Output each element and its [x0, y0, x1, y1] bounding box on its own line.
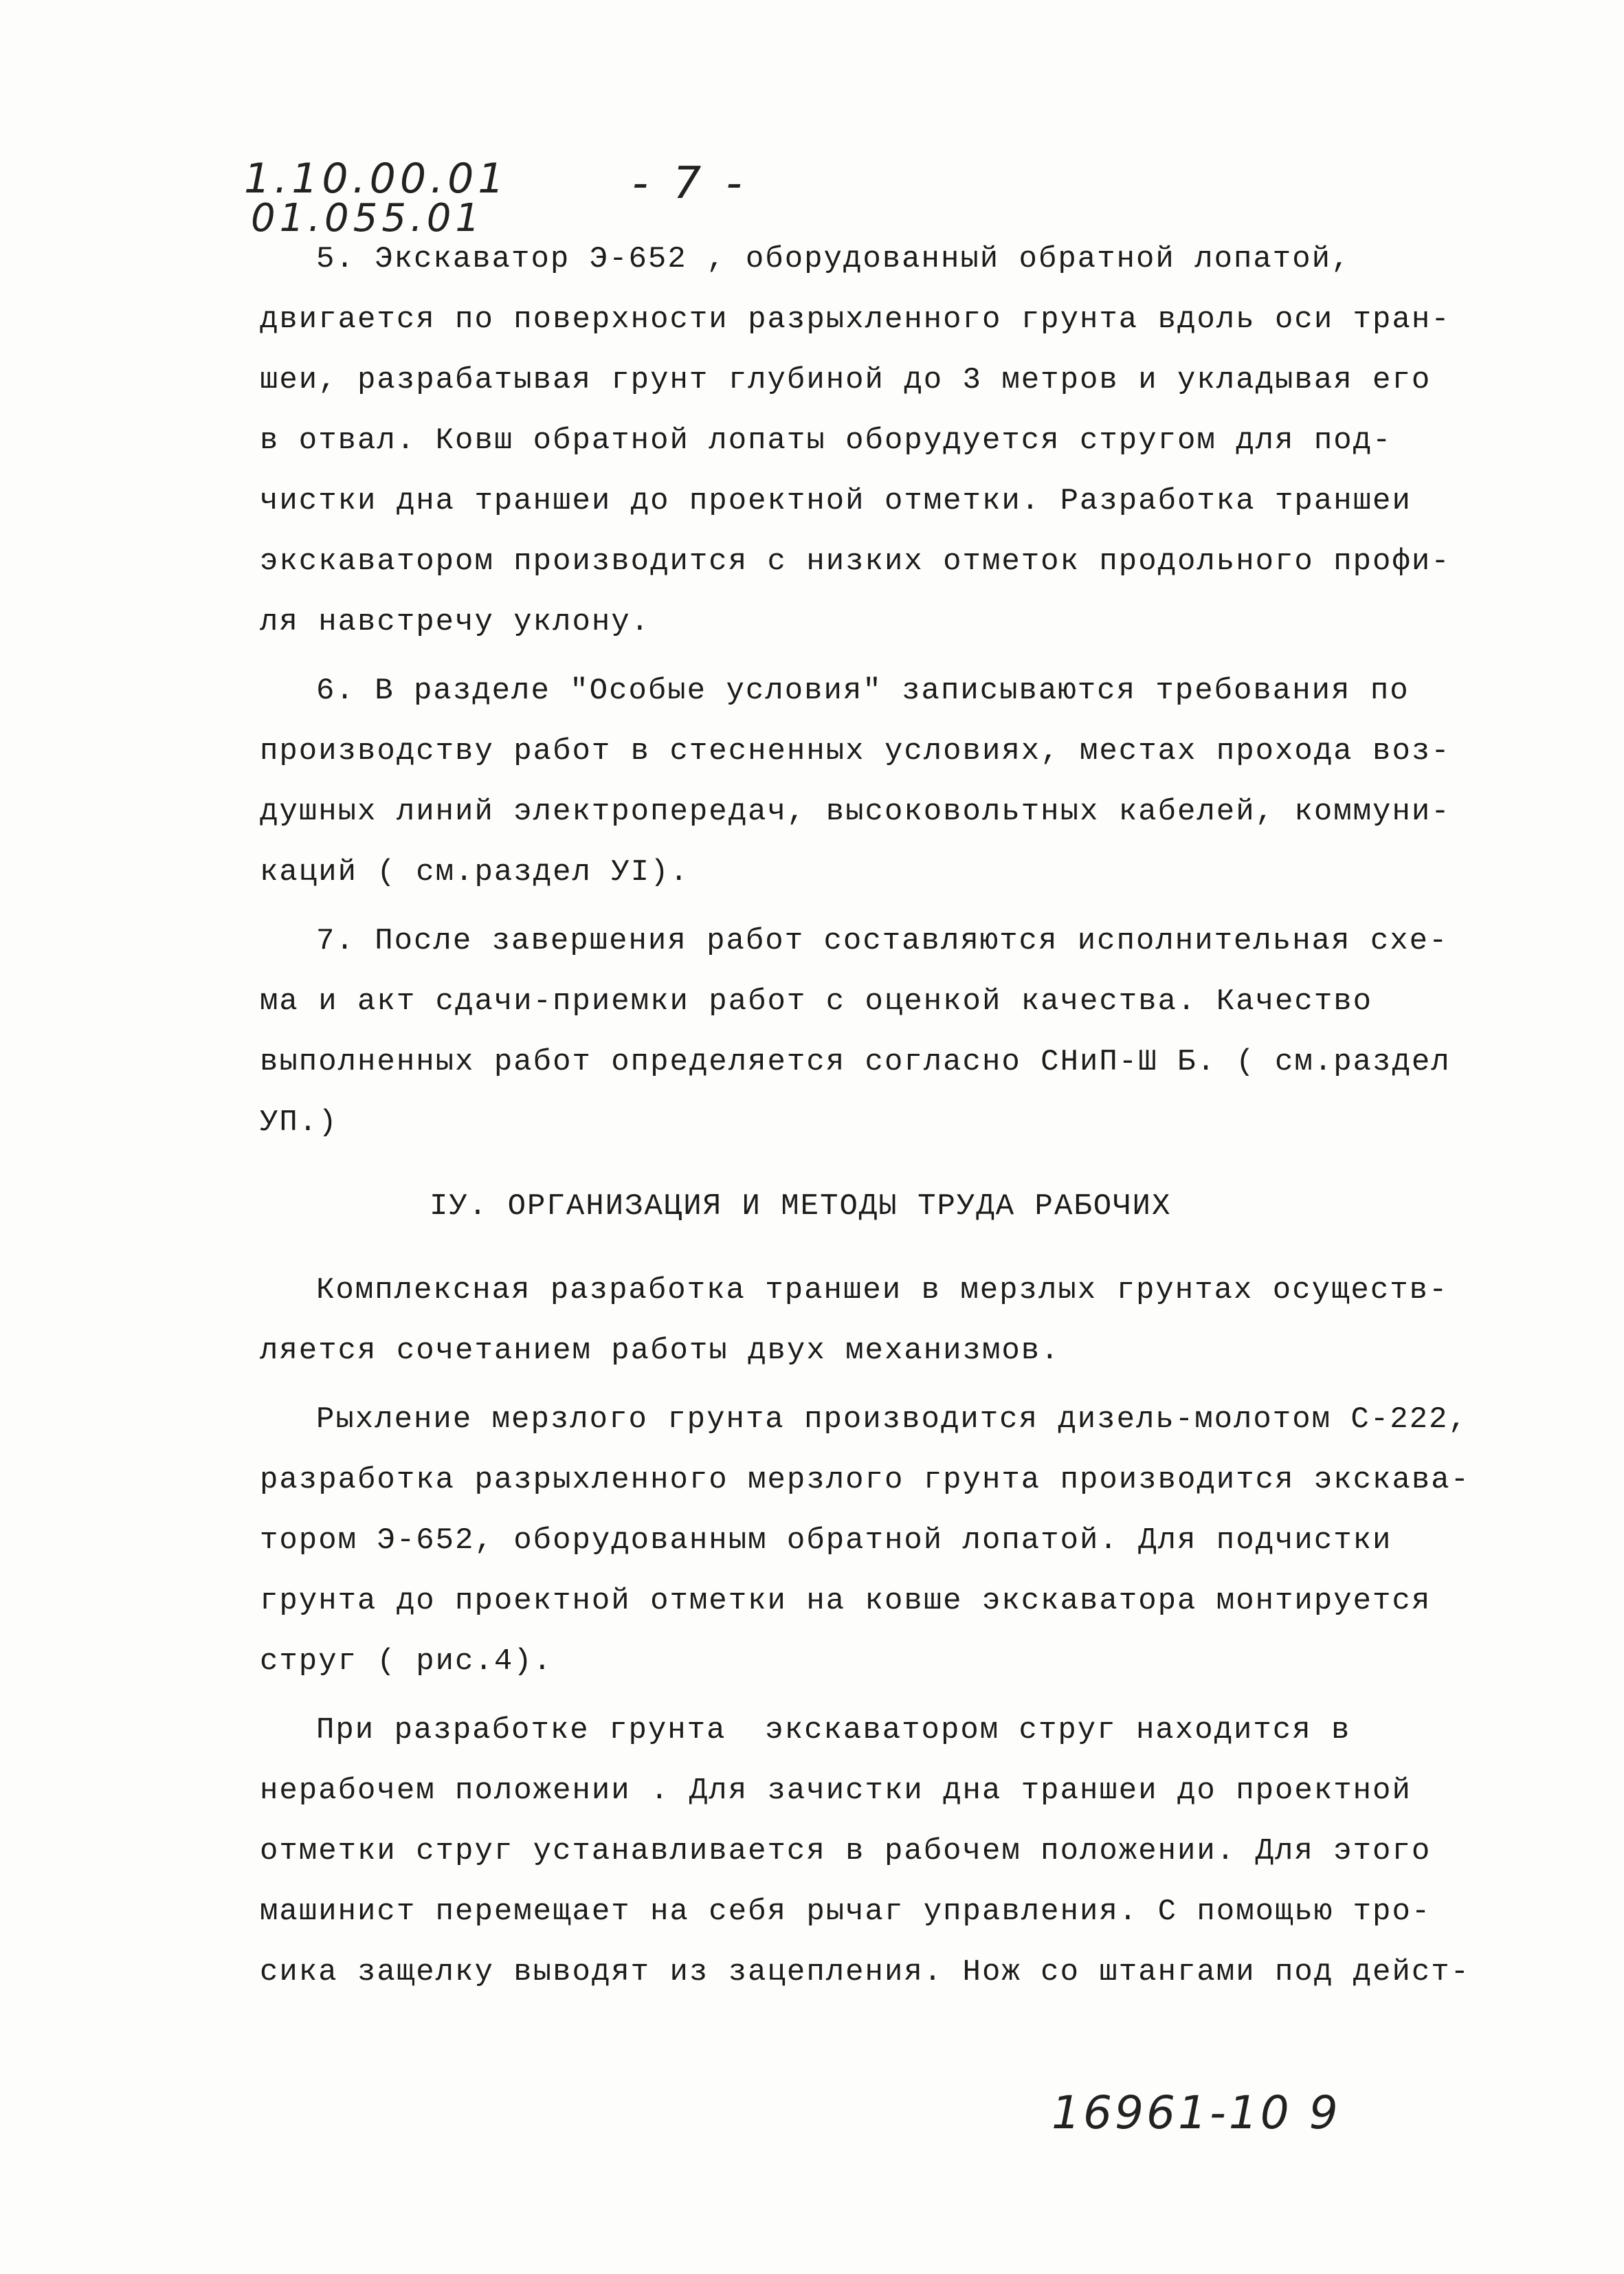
page-number: - 7 - [632, 158, 748, 209]
body-line: каций ( см.раздел УI). [260, 855, 689, 890]
section-line: отметки струг устанавливается в рабочем положении. Для этого [260, 1834, 1432, 1868]
section-line: машинист перемещает на себя рычаг управления. С помощью тро- [260, 1895, 1432, 1929]
section-line: ляется сочетанием работы двух механизмов. [260, 1334, 1060, 1368]
header-code-line1: 1.10.00.01 [244, 155, 509, 203]
body-line: выполненных работ определяется согласно СНиП-Ш Б. ( см.раздел [260, 1045, 1451, 1079]
body-line: 5. Экскаватор Э-652 , оборудованный обратной лопатой, [316, 242, 1351, 276]
section-line: струг ( рис.4). [260, 1644, 553, 1679]
section-line: разработка разрыхленного мерзлого грунта производится экскава- [260, 1463, 1471, 1497]
body-line: экскаватором производится с низких отметок продольного профи- [260, 544, 1451, 579]
body-line: ля навстречу уклону. [260, 605, 651, 639]
section-line: сика защелку выводят из зацепления. Нож со штангами под дейст- [260, 1955, 1471, 1989]
body-line: УП.) [260, 1105, 338, 1140]
section-line: При разработке грунта экскаватором струг находится в [316, 1713, 1351, 1747]
body-line: шеи, разрабатывая грунт глубиной до 3 метров и укладывая его [260, 363, 1432, 397]
section-heading: IУ. ОРГАНИЗАЦИЯ И МЕТОДЫ ТРУДА РАБОЧИХ [430, 1189, 1172, 1224]
header-code-line2: 01.055.01 [251, 196, 485, 241]
section-line: Рыхление мерзлого грунта производится дизель-молотом С-222, [316, 1402, 1468, 1437]
body-line: в отвал. Ковш обратной лопаты оборудуется стругом для под- [260, 423, 1392, 458]
body-line: 6. В разделе "Особые условия" записываются требования по [316, 674, 1410, 708]
body-line: ма и акт сдачи-приемки работ с оценкой качества. Качество [260, 984, 1373, 1019]
body-line: производству работ в стесненных условиях, местах прохода воз- [260, 734, 1451, 769]
section-line: тором Э-652, оборудованным обратной лопатой. Для подчистки [260, 1523, 1392, 1558]
body-line: 7. После завершения работ составляются исполнительная схе- [316, 924, 1449, 958]
footer-stamp: 16961-10 9 [1052, 2086, 1341, 2139]
body-line: чистки дна траншеи до проектной отметки. Разработка траншеи [260, 484, 1412, 518]
section-line: Комплексная разработка траншеи в мерзлых грунтах осуществ- [316, 1273, 1449, 1307]
body-line: двигается по поверхности разрыхленного грунта вдоль оси тран- [260, 302, 1451, 337]
section-line: нерабочем положении . Для зачистки дна траншеи до проектной [260, 1774, 1412, 1808]
body-line: душных линий электропередач, высоковольтных кабелей, коммуни- [260, 795, 1451, 829]
section-line: грунта до проектной отметки на ковше экскаватора монтируется [260, 1584, 1432, 1618]
